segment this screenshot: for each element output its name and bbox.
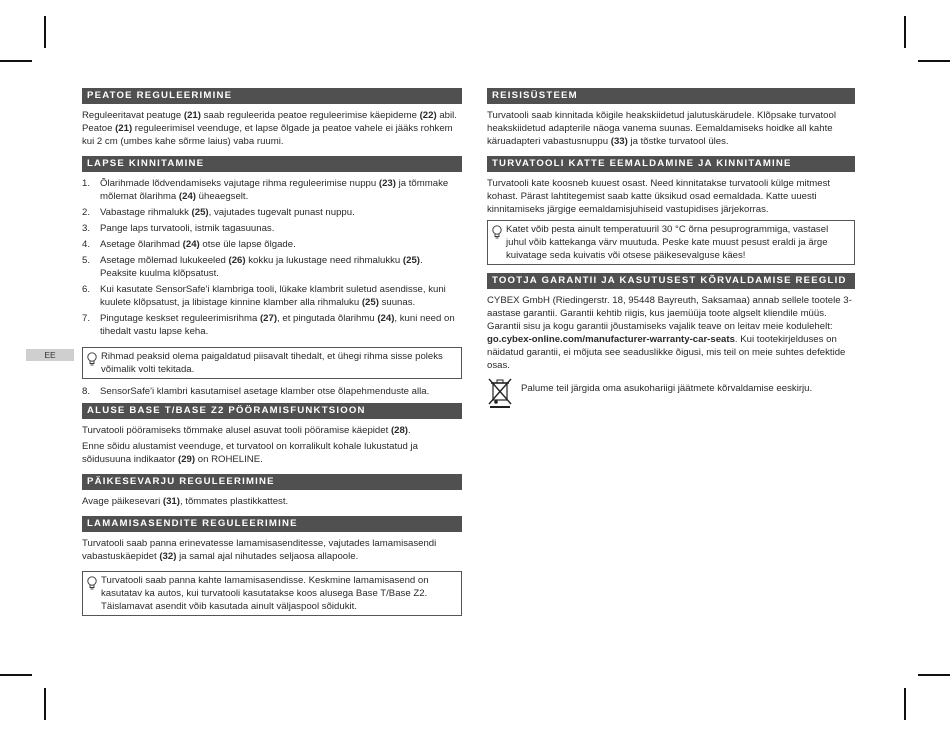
- cover-text: Turvatooli kate koosneb kuuest osast. Need kinnitatakse turvatooli külge mitmest kohast. Pärast lahtitegemist saab katte üksikud osad eemaldada. Katte uuesti kinnitamiseks järgige eemaldamisjuhiseid vastupidises järjekorras.: [487, 178, 831, 215]
- rotation-text-2: Enne sõidu alustamist veenduge, et turvatool on korralikult kohale lukustatud ja sõidusuuna indikaator (29) on ROHELINE.: [82, 441, 418, 465]
- secure-steps-list-continued: [82, 385, 462, 398]
- disposal-note: [487, 376, 855, 408]
- crop-mark: [0, 60, 32, 62]
- crop-mark: [904, 16, 906, 48]
- section-header-secure-child: LAPSE KINNITAMINE: [82, 156, 462, 172]
- list-item: 7. Pingutage keskset reguleerimisrihma (27), et pingutada õlarihmu (24), kuni need on tihedalt vastu lapse keha.: [82, 313, 455, 337]
- right-column: [487, 88, 855, 408]
- crossed-bin-icon: [487, 376, 513, 408]
- lightbulb-icon: [86, 352, 98, 366]
- crop-mark: [0, 674, 32, 676]
- left-column: [82, 88, 462, 622]
- list-item: 3. Pange laps turvatooli, istmik tagasuunas.: [82, 223, 275, 234]
- list-item: 4. Asetage õlarihmad (24) otse üle lapse õlgade.: [82, 239, 296, 250]
- secure-steps-list: [82, 177, 462, 338]
- language-tab: EE: [26, 349, 74, 361]
- note-text: Katet võib pesta ainult temperatuuril 30 °C õrna pesuprogrammiga, vastasel juhul võib kattekanga värv muutuda. Peske kate muust pesust eraldi ja ärge kuivatage seda kuivatis või otsese päikesevalguse käes!: [506, 224, 829, 261]
- crop-mark: [904, 688, 906, 720]
- crop-mark: [918, 60, 950, 62]
- rotation-text-1: Turvatooli pööramiseks tõmmake alusel asuvat tooli pööramise käepidet (28).: [82, 425, 411, 436]
- recline-text: Turvatooli saab panna erinevatesse lamamisasenditesse, vajutades lamamisasendi vabastuskäepidet (32) ja samal ajal nihutades seljaosa allapoole.: [82, 538, 437, 562]
- warranty-link[interactable]: go.cybex-online.com/manufacturer-warranty-car-seats: [487, 334, 735, 345]
- note-box: [82, 347, 462, 379]
- lightbulb-icon: [86, 576, 98, 590]
- note-box: [487, 220, 855, 265]
- crop-mark: [44, 16, 46, 48]
- travel-text: Turvatooli saab kinnitada kõigile heakskiidetud jalutuskärudele. Klõpsake turvatool heakskiidetud adapterile näoga vanema suunas. Eemaldamiseks hoidke all kahte käruadapteri vabastusnuppu (33) ja tõstke turvatool üles.: [487, 110, 836, 147]
- section-header-cover: TURVATOOLI KATTE EEMALDAMINE JA KINNITAMINE: [487, 156, 855, 172]
- list-item: 5. Asetage mõlemad lukukeeled (26) kokku ja lukustage need rihmalukku (25). Peaksite kuulma klõpsatust.: [82, 255, 423, 279]
- section-header-base-rotation: ALUSE BASE T/BASE Z2 PÖÖRAMISFUNKTSIOON: [82, 403, 462, 419]
- section-header-canopy: PÄIKESEVARJU REGULEERIMINE: [82, 474, 462, 490]
- lightbulb-icon: [491, 225, 503, 239]
- disposal-text: Palume teil järgida oma asukohariigi jäätmete kõrvaldamise eeskirju.: [521, 383, 813, 394]
- section-header-headrest: PEATOE REGULEERIMINE: [82, 88, 462, 104]
- section-header-recline: LAMAMISASENDITE REGULEERIMINE: [82, 516, 462, 532]
- warranty-text: CYBEX GmbH (Riedingerstr. 18, 95448 Bayreuth, Saksamaa) annab sellele tootele 3-aastase garantii. Garantii kehtib riigis, kus jaemüüja toote algselt kliendile müüs. Garantii sisu ja kogu garantii jõustamiseks vajalik teave on leitav meie kodulehelt: go.cybex-online.com/manufacturer-warranty-car-seats. Kui tootekirjelduses on näidatud garantii, ei mõjuta see seaduslikke õigusi, mis teil on meie suhtes defektide osas.: [487, 295, 852, 371]
- list-item: 8. SensorSafe'i klambri kasutamisel asetage klamber otse õlapehmenduste alla.: [82, 386, 430, 397]
- crop-mark: [918, 674, 950, 676]
- note-text: Turvatooli saab panna kahte lamamisasendisse. Keskmine lamamisasend on kasutatav ka autos, kui turvatooli kasutatakse koos alusega Base T/Base Z2. Täislamavat asendit võib kasutada ainult väljaspool sõidukit.: [101, 575, 429, 612]
- list-item: 1. Õlarihmade lõdvendamiseks vajutage rihma reguleerimise nuppu (23) ja tõmmake mõlemat õlarihma (24) üheaegselt.: [82, 178, 449, 202]
- section-header-warranty: TOOTJA GARANTII JA KASUTUSEST KÕRVALDAMISE REEGLID: [487, 273, 855, 289]
- note-text: Rihmad peaksid olema paigaldatud piisavalt tihedalt, et ühegi rihma sisse poleks võimalik volti tekitada.: [101, 351, 443, 375]
- section-header-travel-system: REISISÜSTEEM: [487, 88, 855, 104]
- headrest-text: Reguleeritavat peatuge (21) saab reguleerida peatoe reguleerimise käepideme (22) abil. Peatoe (21) reguleerimisel veenduge, et lapse õlgade ja peatoe vahele ei jääks rohkem kui 2 cm (umbes kahe sõrme laius) vaba ruumi.: [82, 110, 457, 147]
- crop-mark: [44, 688, 46, 720]
- note-box: [82, 571, 462, 616]
- list-item: 2. Vabastage rihmalukk (25), vajutades tugevalt punast nuppu.: [82, 207, 355, 218]
- list-item: 6. Kui kasutate SensorSafe'i klambriga tooli, lükake klambrit suletud asendisse, kuni kuulete klõpsatust, ja libistage kinnine klamber alla rihmaluku (25) suunas.: [82, 284, 446, 308]
- canopy-text: Avage päikesevari (31), tõmmates plastikkattest.: [82, 496, 289, 507]
